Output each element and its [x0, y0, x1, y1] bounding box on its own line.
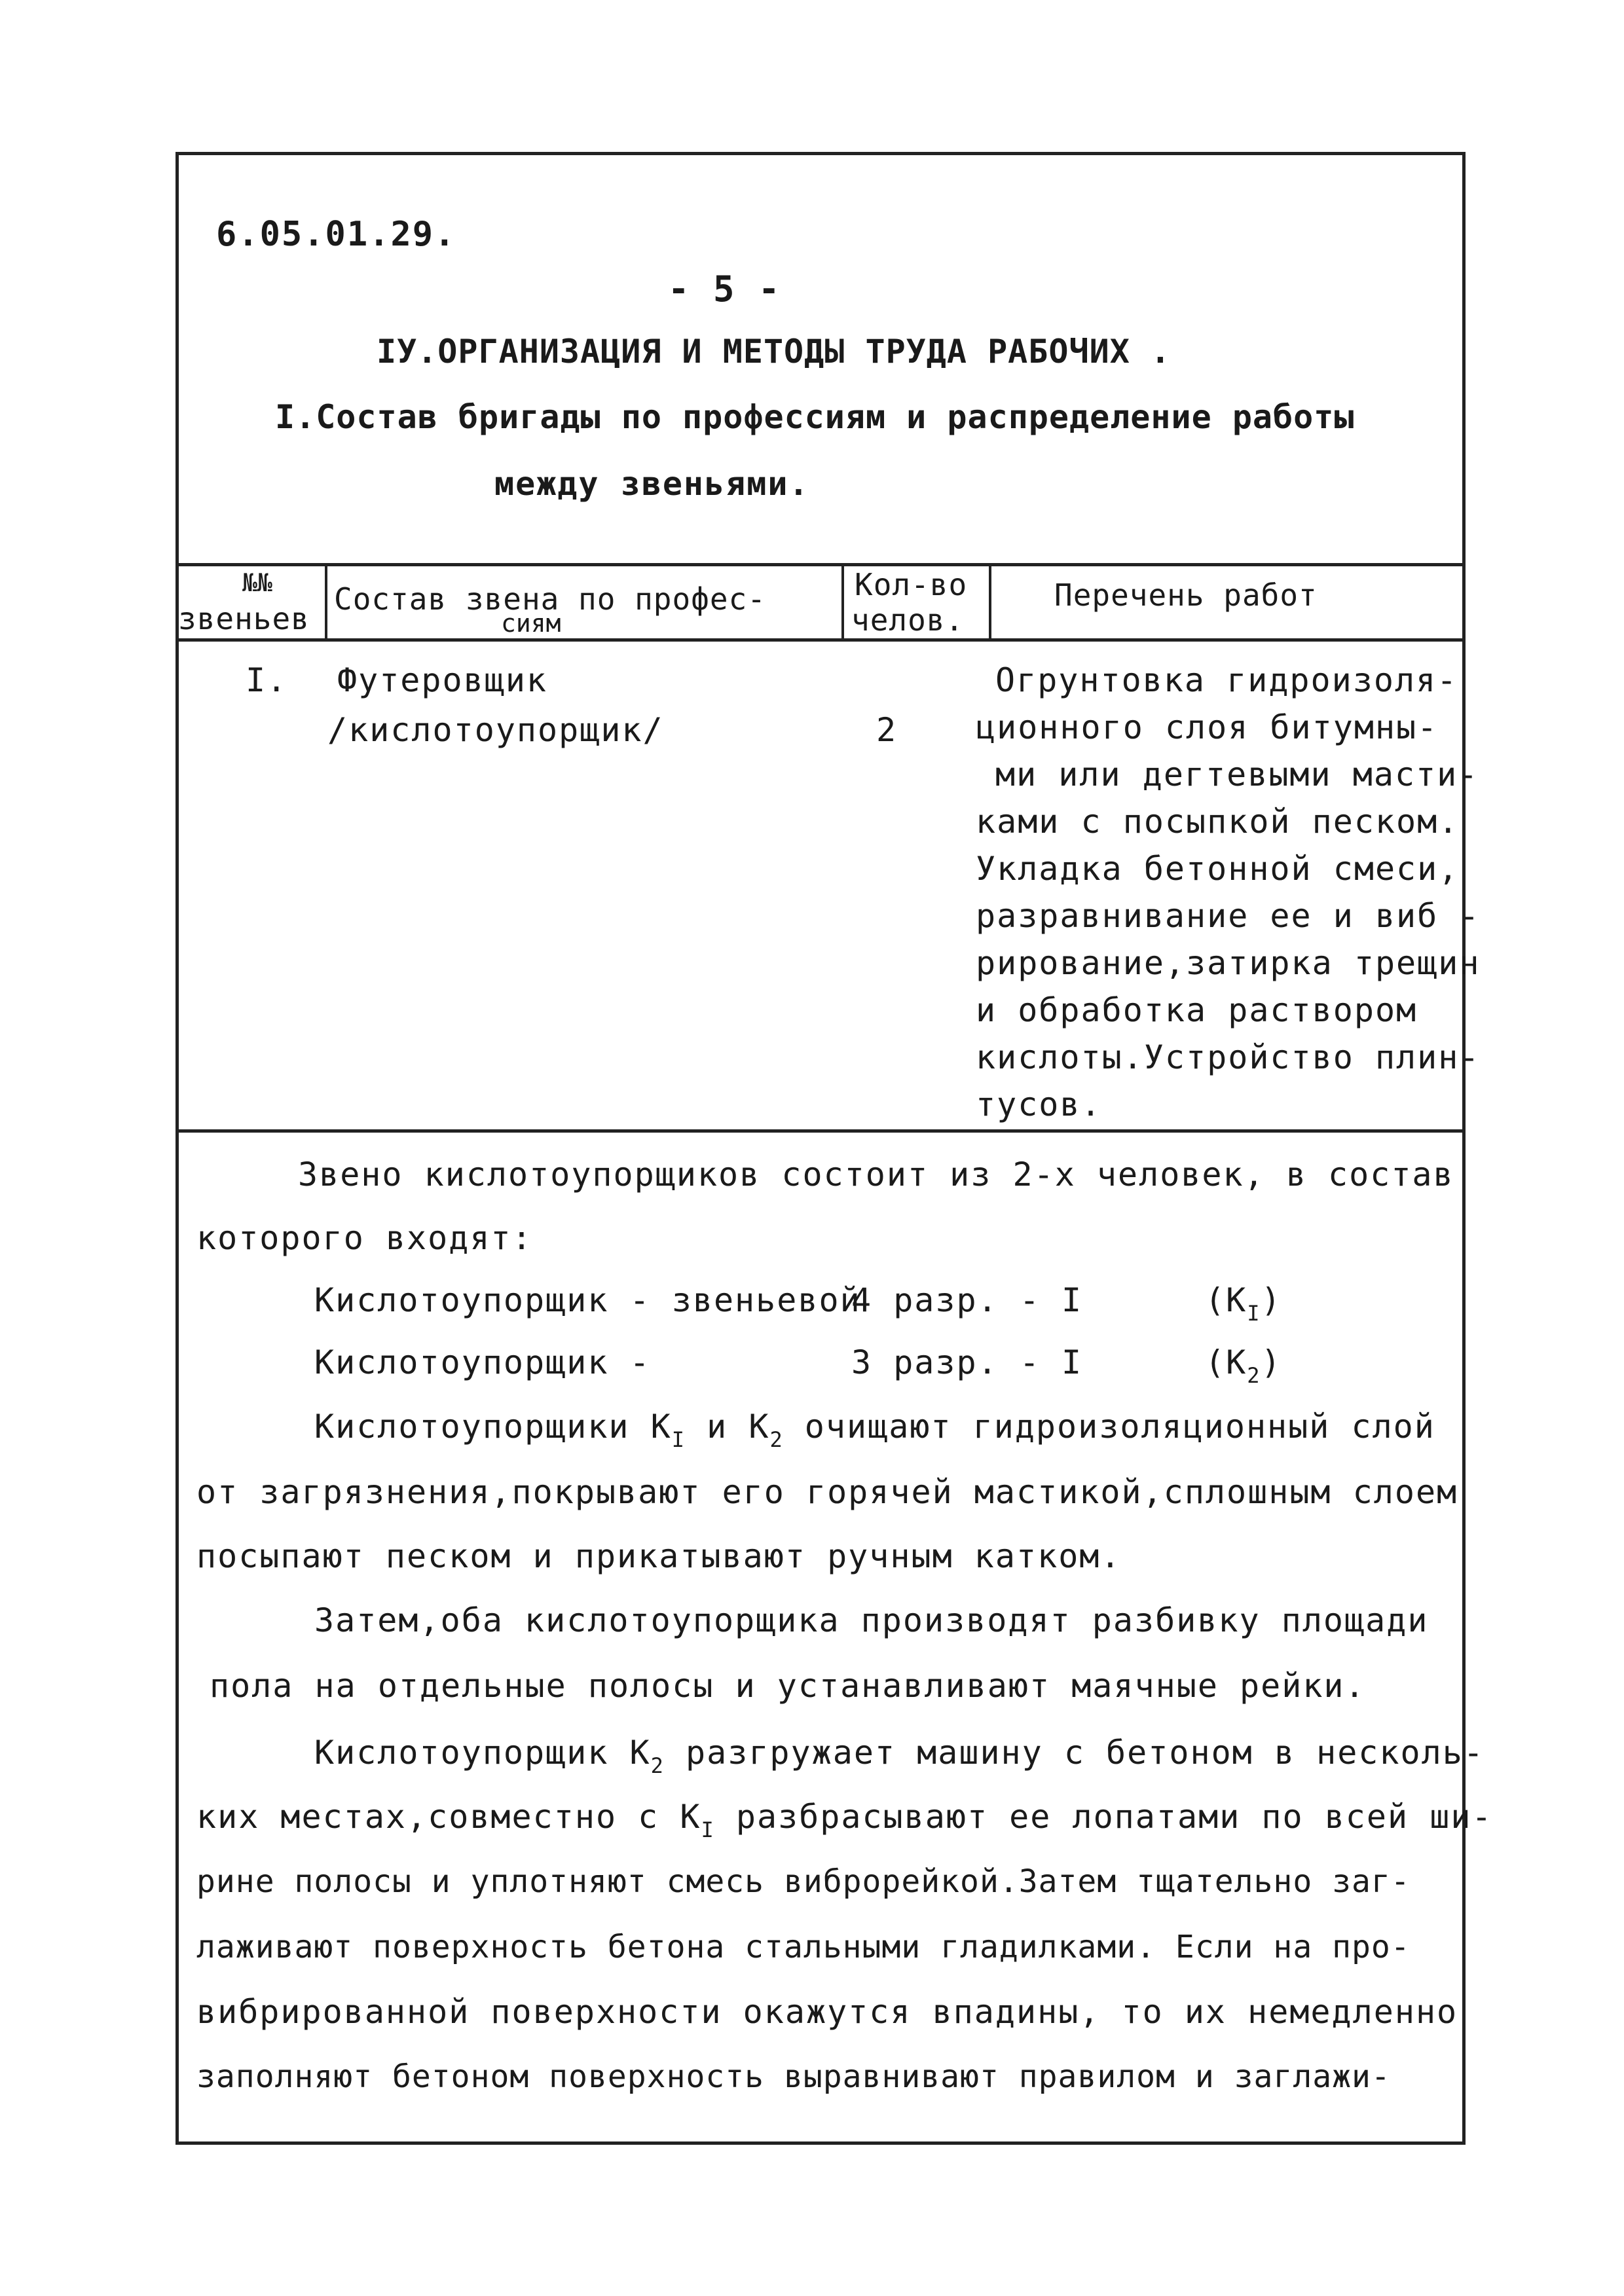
table-col-divider-3	[989, 563, 991, 642]
section-title: IУ.ОРГАНИЗАЦИЯ И МЕТОДЫ ТРУДА РАБОЧИХ .	[377, 333, 1171, 371]
page-number: - 5 -	[668, 268, 781, 310]
subsection-title-line1: I.Состав бригады по профессиям и распределение работы	[275, 398, 1355, 436]
paragraph-line: вибрированной поверхности окажутся впадины, то их немедленно	[196, 1993, 1458, 2031]
paragraph-line: которого входят:	[196, 1219, 533, 1257]
worker-1-grade: 4 разр. - I	[851, 1281, 1083, 1319]
table-col-divider-1	[325, 563, 327, 642]
page-frame	[175, 152, 1466, 2145]
worker-2-name: Кислотоупорщик -	[314, 1343, 651, 1381]
paragraph-line: Кислотоупорщики $К_I$ и $К_2$ очищают гидроизоляционный слой	[314, 1408, 1435, 1452]
paragraph-line: ких местах,совместно с $К_I$ разбрасывают ее лопатами по всей ши-	[196, 1798, 1493, 1842]
row-works-line: рирование,затирка трещин	[976, 944, 1481, 982]
worker-2-code: $(К_2)$	[1205, 1343, 1282, 1388]
row-works-line: ционного слоя битумны-	[976, 708, 1439, 746]
col-composition-header: Состав звена по профес-	[334, 581, 766, 617]
row-works-line: кислоты.Устройство плин-	[976, 1038, 1481, 1076]
row-number: I.	[246, 661, 288, 699]
col-composition-header-bottom: сиям	[501, 609, 561, 638]
worker-2-grade: 3 разр. - I	[851, 1343, 1083, 1381]
paragraph-line: Кислотоупорщик $К_2$ разгружает машину с бетоном в несколь-	[314, 1734, 1485, 1778]
paragraph-line: от загрязнения,покрывают его горячей мастикой,сплошным слоем	[196, 1473, 1458, 1511]
row-works-line: Огрунтовка гидроизоля-	[995, 661, 1458, 699]
table-bottom-border	[175, 1129, 1466, 1133]
col-number-header: звеньев	[178, 601, 310, 636]
row-count: 2	[876, 711, 898, 749]
row-works-line: тусов.	[976, 1085, 1102, 1123]
paragraph-line: Затем,оба кислотоупорщика производят разбивку площади	[314, 1601, 1429, 1639]
row-composition-line2: /кислотоупорщик/	[327, 711, 664, 749]
paragraph-line: рине полосы и уплотняют смесь виброрейкой.Затем тщательно заг-	[196, 1863, 1411, 1900]
worker-1-code: $(К_I)$	[1205, 1281, 1282, 1326]
paragraph-line: посыпают песком и прикатывают ручным катком.	[196, 1537, 1122, 1575]
paragraph-line: заполняют бетоном поверхность выравнивают правилом и заглажи-	[196, 2058, 1391, 2095]
paragraph-line: лаживают поверхность бетона стальными гладилками. Если на про-	[196, 1929, 1411, 1965]
paragraph-line: пола на отдельные полосы и устанавливают маячные рейки.	[210, 1667, 1366, 1705]
col-works-header: Перечень работ	[1054, 577, 1318, 613]
subsection-title-line2: между звеньями.	[494, 465, 810, 503]
row-works-line: Укладка бетонной смеси,	[976, 850, 1460, 888]
row-works-line: и обработка раствором	[976, 991, 1418, 1029]
row-works-line: разравнивание ее и виб -	[976, 897, 1481, 935]
col-number-header-top: №№	[242, 568, 272, 597]
row-composition-line1: Футеровщик	[337, 661, 548, 699]
table-top-border	[175, 563, 1466, 566]
table-col-divider-2	[841, 563, 844, 642]
worker-1-name: Кислотоупорщик - звеньевой	[314, 1281, 861, 1319]
row-works-line: ми или дегтевыми масти-	[995, 756, 1479, 793]
row-works-line: ками с посыпкой песком.	[976, 803, 1460, 841]
document-code: 6.05.01.29.	[216, 215, 456, 254]
paragraph-line: Звено кислотоупорщиков состоит из 2-х человек, в состав	[298, 1156, 1454, 1194]
col-count-header-top: Кол-во	[855, 567, 968, 602]
col-count-header: челов.	[851, 602, 965, 638]
table-header-bottom-border	[175, 638, 1466, 642]
